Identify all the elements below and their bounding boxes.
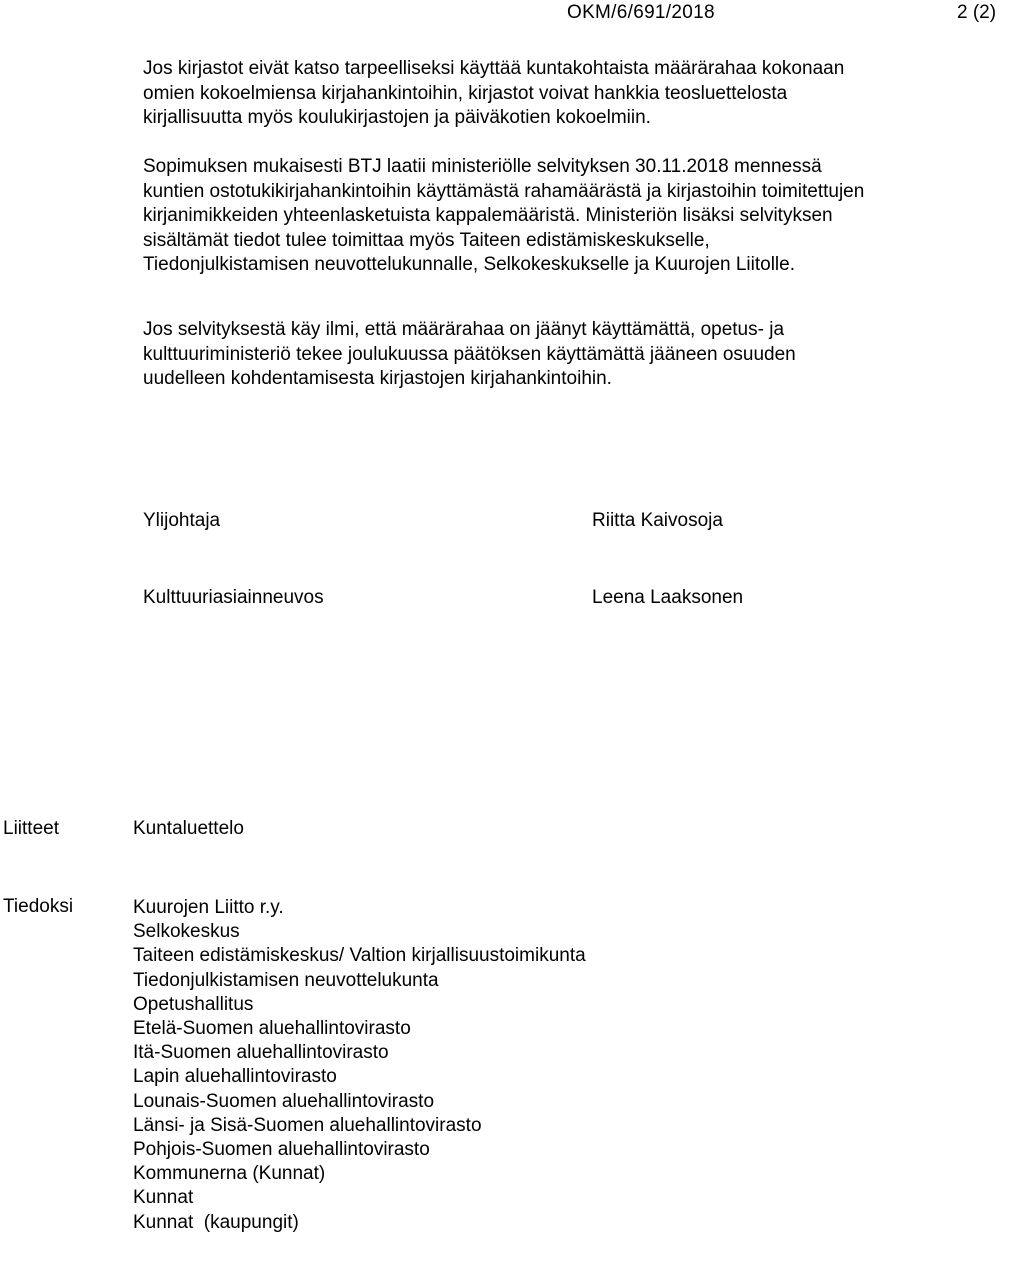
paragraph-line: kirjanimikkeiden yhteenlasketuista kappalemääristä. Ministeriön lisäksi selvityksen bbox=[143, 205, 833, 226]
distribution-item: Kunnat (kaupungit) bbox=[133, 1211, 299, 1233]
paragraph-line: omien kokoelmiensa kirjahankintoihin, kirjastot voivat hankkia teosluettelosta bbox=[143, 82, 788, 104]
distribution-item: Opetushallitus bbox=[133, 993, 254, 1015]
page-number: 2 (2) bbox=[957, 2, 997, 23]
distribution-item: Pohjois-Suomen aluehallintovirasto bbox=[133, 1139, 430, 1161]
distribution-label: Tiedoksi bbox=[3, 896, 74, 917]
distribution-item: Kommunerna (Kunnat) bbox=[133, 1163, 326, 1185]
distribution-item: Lapin aluehallintovirasto bbox=[133, 1066, 337, 1088]
attachment-item: Kuntaluettelo bbox=[133, 818, 244, 839]
distribution-item: Itä-Suomen aluehallintovirasto bbox=[133, 1042, 389, 1064]
distribution-item: Kuurojen Liitto r.y. bbox=[133, 897, 284, 918]
paragraph-report bbox=[143, 155, 1023, 278]
distribution-list bbox=[133, 896, 586, 1235]
paragraph-line: sisältämät tiedot tulee toimittaa myös Taiteen edistämiskeskukselle, bbox=[143, 229, 710, 251]
distribution-item: Lounais-Suomen aluehallintovirasto bbox=[133, 1090, 435, 1112]
paragraph-line: kulttuuriministeriö tekee joulukuussa päätöksen käyttämättä jääneen osuuden bbox=[143, 343, 796, 365]
paragraph-line: Jos kirjastot eivät katso tarpeelliseksi käyttää kuntakohtaista määrärahaa kokonaan bbox=[143, 58, 845, 79]
distribution-item: Etelä-Suomen aluehallintovirasto bbox=[133, 1018, 411, 1040]
paragraph-line: Tiedonjulkistamisen neuvottelukunnalle, Selkokeskukselle ja Kuurojen Liitolle. bbox=[143, 254, 796, 275]
document-reference: OKM/6/691/2018 bbox=[567, 2, 715, 23]
attachments-label: Liitteet bbox=[3, 818, 59, 839]
distribution-item: Taiteen edistämiskeskus/ Valtion kirjallisuustoimikunta bbox=[133, 945, 586, 967]
signatory-name-director-general: Riitta Kaivosoja bbox=[592, 510, 723, 531]
paragraph-line: kirjallisuutta myös koulukirjastojen ja päiväkotien kokoelmiin. bbox=[143, 107, 651, 128]
distribution-item: Selkokeskus bbox=[133, 921, 240, 943]
paragraph-line: Jos selvityksestä käy ilmi, että määrärahaa on jäänyt käyttämättä, opetus- ja bbox=[143, 319, 785, 340]
paragraph-reallocation bbox=[143, 318, 1023, 392]
paragraph-line: kuntien ostotukikirjahankintoihin käyttämästä rahamäärästä ja kirjastoihin toimitettujen bbox=[143, 180, 865, 202]
distribution-item: Kunnat bbox=[133, 1187, 194, 1209]
paragraph-collection-use bbox=[143, 57, 1023, 131]
paragraph-line: uudelleen kohdentamisesta kirjastojen kirjahankintoihin. bbox=[143, 368, 612, 389]
paragraph-line: Sopimuksen mukaisesti BTJ laatii ministeriölle selvityksen 30.11.2018 mennessä bbox=[143, 156, 822, 177]
distribution-item: Tiedonjulkistamisen neuvottelukunta bbox=[133, 969, 439, 991]
signatory-title-director-general: Ylijohtaja bbox=[143, 510, 221, 531]
signatory-name-counsellor: Leena Laaksonen bbox=[592, 587, 744, 608]
signatory-title-counsellor: Kulttuuriasiainneuvos bbox=[143, 587, 324, 608]
distribution-item: Länsi- ja Sisä-Suomen aluehallintovirasto bbox=[133, 1114, 482, 1136]
